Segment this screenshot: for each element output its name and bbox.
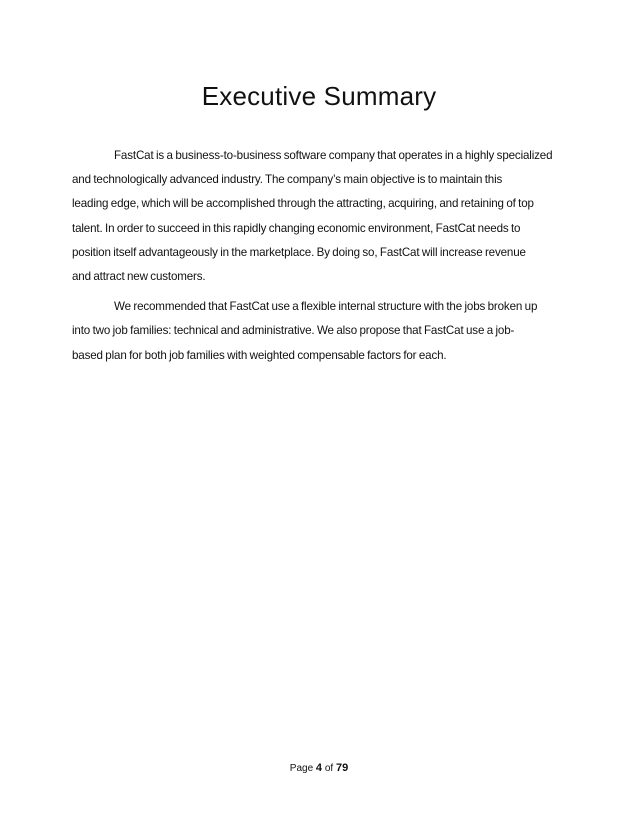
page-footer: [0, 761, 638, 776]
total-pages-number: 79: [335, 762, 349, 774]
of-label: of: [324, 763, 334, 774]
paragraph-line: talent. In order to succeed in this rapidly changing economic environment, FastCat needs to: [72, 221, 521, 235]
paragraph-2: [72, 295, 572, 368]
paragraph-line: leading edge, which will be accomplished through the attracting, acquiring, and retaining of top: [72, 197, 534, 211]
paragraph-line: based plan for both job families with weighted compensable factors for each.: [72, 348, 447, 362]
paragraph-line: into two job families: technical and administrative. We also propose that FastCat use a job-: [72, 324, 515, 338]
paragraph-line: position itself advantageously in the marketplace. By doing so, FastCat will increase revenue: [72, 245, 526, 259]
paragraph-line: and technologically advanced industry. The company’s main objective is to maintain this: [72, 173, 503, 187]
paragraph-line: and attract new customers.: [72, 270, 206, 284]
paragraph-1: [72, 144, 572, 289]
current-page-number: 4: [315, 762, 323, 774]
page-title: Executive Summary: [201, 81, 437, 111]
paragraph-line: We recommended that FastCat use a flexible internal structure with the jobs broken up: [114, 300, 538, 314]
page-label: Page: [289, 763, 314, 774]
document-body: [72, 144, 572, 368]
paragraph-line: FastCat is a business-to-business software company that operates in a highly specialized: [114, 149, 553, 162]
